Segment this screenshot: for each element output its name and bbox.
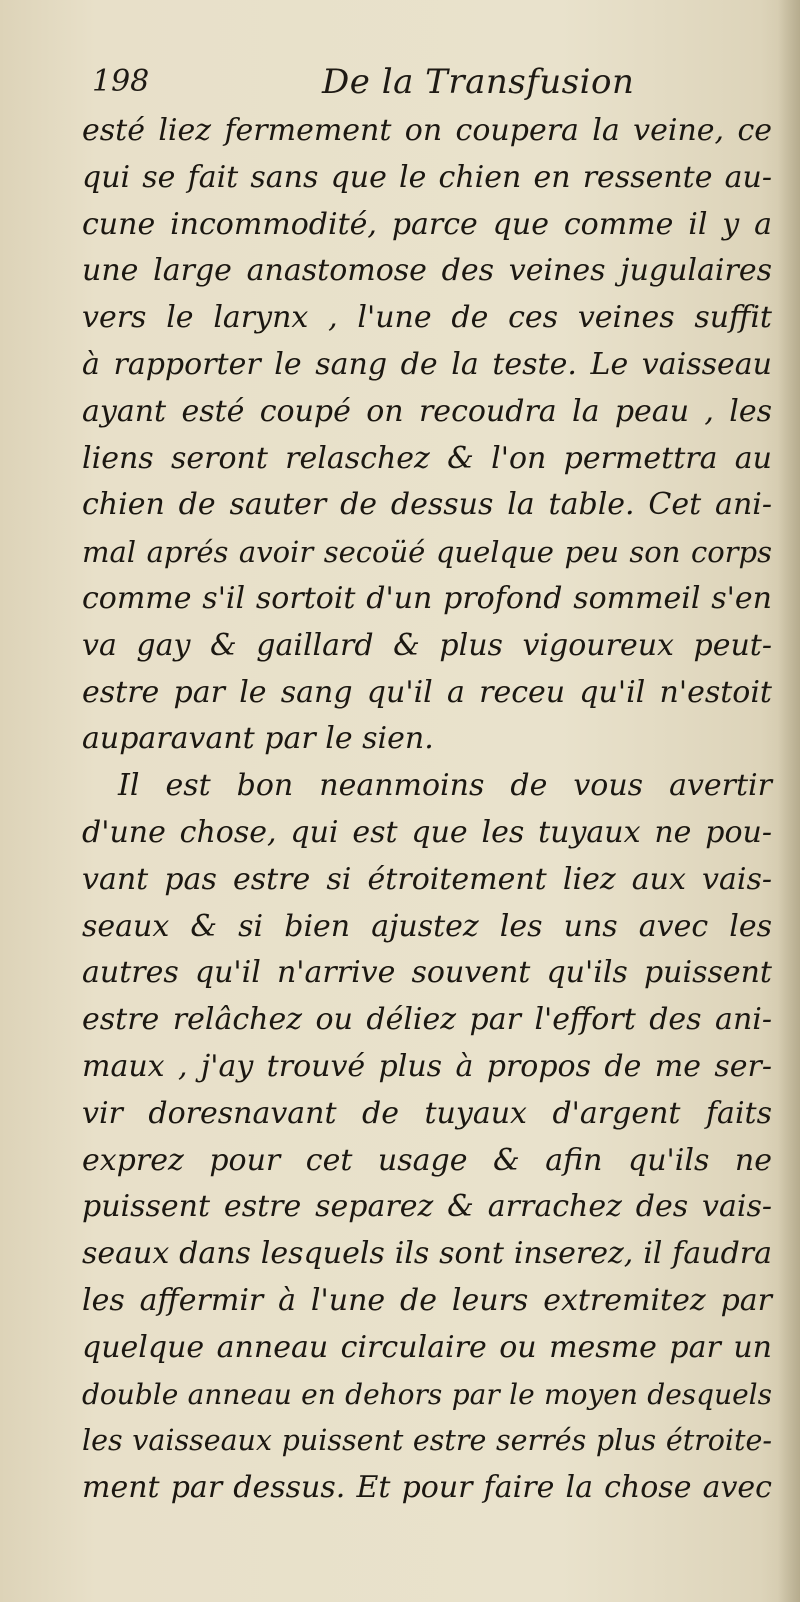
text-line: autres qu'il n'arrive souvent qu'ils puissent (82, 955, 772, 991)
text-line: à rapporter le sang de la teste. Le vaisseau (82, 346, 772, 382)
text-line: comme s'il sortoit d'un profond sommeil s'en (82, 580, 772, 616)
text-line: quelque anneau circulaire ou mesme par un (82, 1329, 772, 1365)
running-title: De la Transfusion (322, 62, 635, 102)
text-line: vers le larynx , l'une de ces veines suffit (82, 300, 772, 336)
text-line: estre par le sang qu'il a receu qu'il n'estoit (82, 674, 772, 710)
text-line: double anneau en dehors par le moyen desquels (82, 1377, 772, 1411)
text-line: Il est bon neanmoins de vous avertir (118, 768, 772, 804)
text-line: maux , j'ay trouvé plus à propos de me ser- (82, 1048, 772, 1084)
text-line: ment par dessus. Et pour faire la chose avec (82, 1470, 772, 1506)
text-line: qui se fait sans que le chien en ressente au- (82, 159, 772, 195)
page-header (92, 62, 772, 112)
text-line: les vaisseaux puissent estre serrés plus étroite- (82, 1424, 772, 1458)
text-line: une large anastomose des veines jugulaires (82, 253, 772, 289)
text-line: ayant esté coupé on recoudra la peau , les (82, 393, 772, 429)
text-line: mal aprés avoir secoüé quelque peu son corps (82, 535, 772, 570)
text-line: cune incommodité, parce que comme il y a (82, 206, 772, 242)
text-line: vant pas estre si étroitement liez aux vais- (82, 861, 772, 897)
text-line: d'une chose, qui est que les tuyaux ne pou- (82, 814, 772, 850)
text-line: chien de sauter de dessus la table. Cet ani- (82, 487, 772, 523)
page-number: 198 (92, 64, 150, 99)
body-text (82, 108, 772, 1512)
text-line: les affermir à l'une de leurs extremitez par (82, 1282, 772, 1318)
text-line: exprez pour cet usage & afin qu'ils ne (82, 1142, 772, 1178)
text-line: estre relâchez ou déliez par l'effort des ani- (82, 1002, 772, 1038)
page-gutter-shadow (778, 0, 800, 1602)
text-line: esté liez fermement on coupera la veine, ce (82, 113, 772, 148)
text-line: seaux dans lesquels ils sont inserez, il faudra (82, 1236, 772, 1272)
text-line: auparavant par le sien. (82, 721, 434, 757)
text-line: va gay & gaillard & plus vigoureux peut- (82, 627, 772, 663)
text-line: liens seront relaschez & l'on permettra au (82, 440, 772, 476)
text-line: seaux & si bien ajustez les uns avec les (82, 908, 772, 944)
text-line: vir doresnavant de tuyaux d'argent faits (82, 1095, 772, 1131)
text-line: puissent estre separez & arrachez des vais- (82, 1189, 772, 1225)
